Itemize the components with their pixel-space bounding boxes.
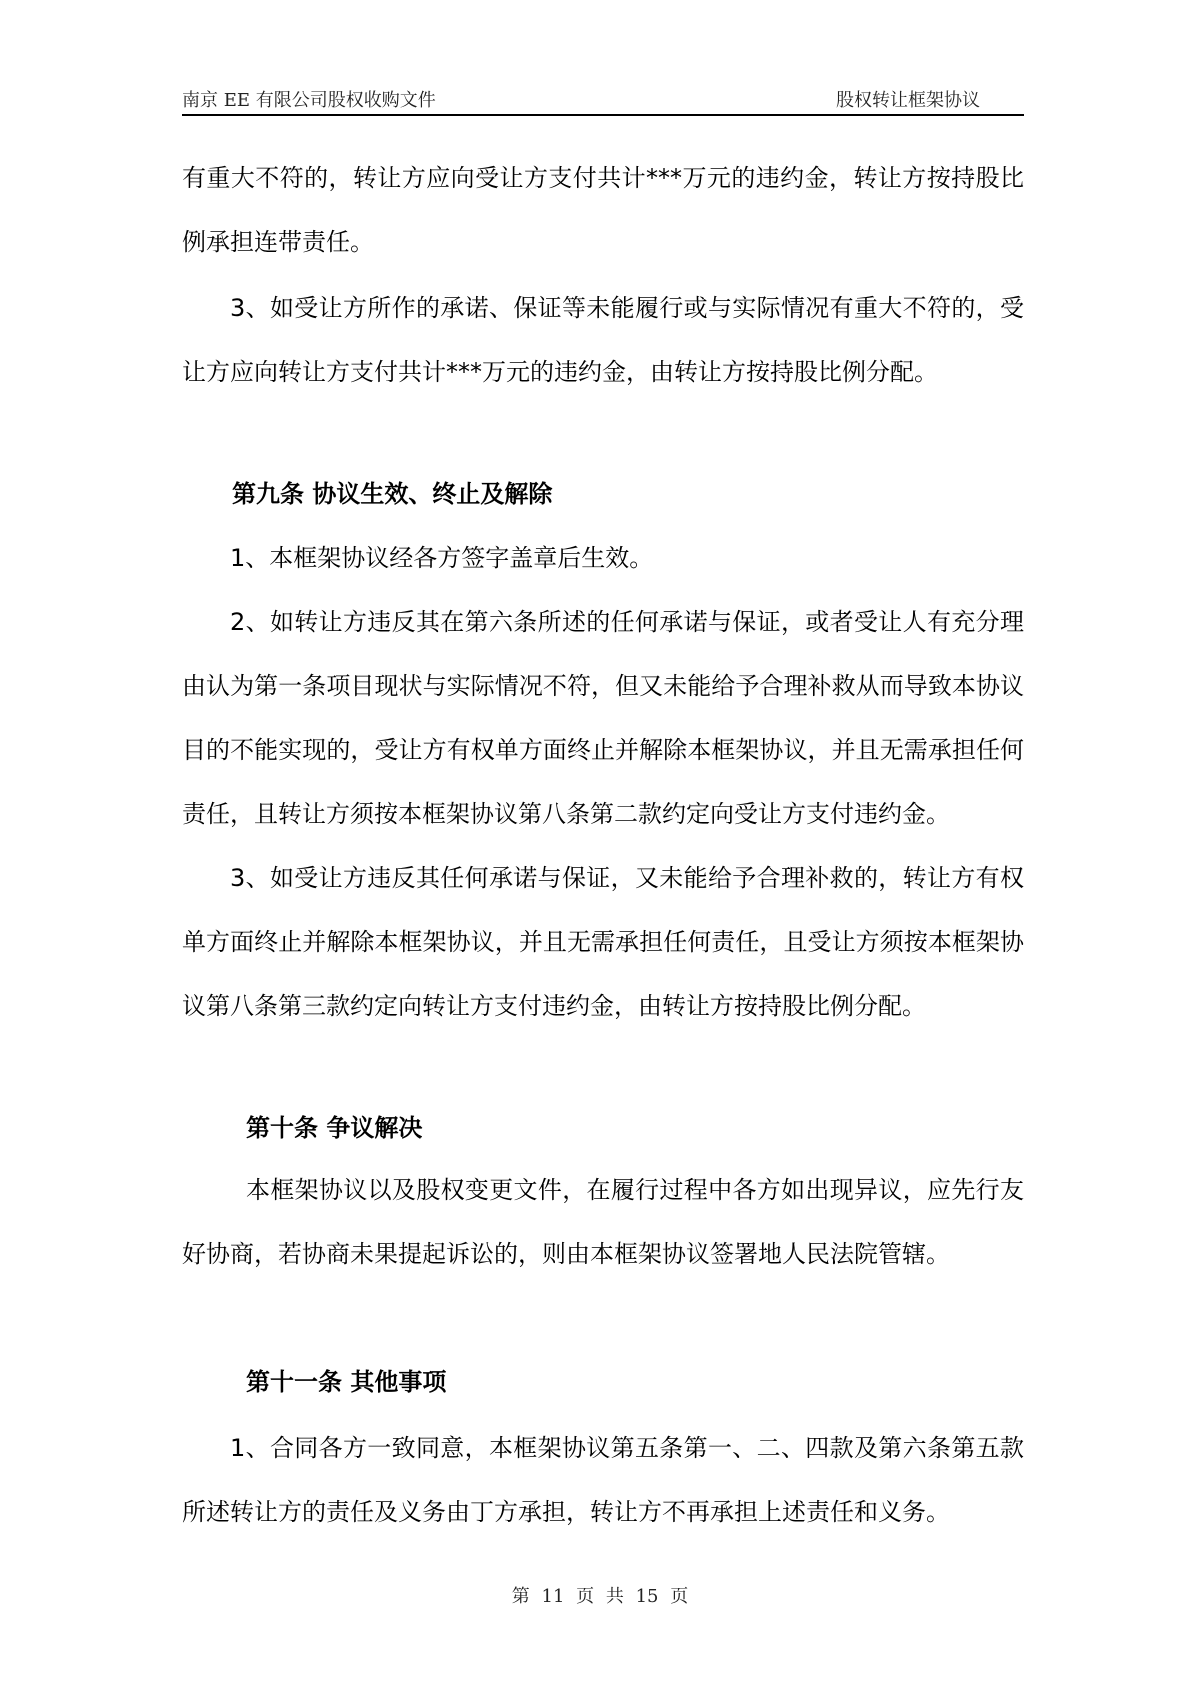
paragraph-breach-item-3: 3、如受让方所作的承诺、保证等未能履行或与实际情况有重大不符的，受让方应向转让方支付共计***万元的违约金，由转让方按持股比例分配。	[182, 294, 1024, 386]
article-9-heading: 第九条 协议生效、终止及解除	[232, 480, 553, 508]
page-header	[182, 86, 1024, 116]
page-number: 第 11 页 共 15 页	[511, 1586, 689, 1607]
header-document-title: 南京 EE 有限公司股权收购文件	[182, 90, 436, 111]
article-11-heading: 第十一条 其他事项	[246, 1368, 447, 1396]
article-9-item-1: 1、本框架协议经各方签字盖章后生效。	[230, 544, 654, 572]
header-agreement-title: 股权转让框架协议	[836, 90, 980, 111]
article-9-item-3: 3、如受让方违反其任何承诺与保证，又未能给予合理补救的，转让方有权单方面终止并解除本框架协议，并且无需承担任何责任，且受让方须按本框架协议第八条第三款约定向转让方支付违约金，由转让方按持股比例分配。	[182, 864, 1024, 1020]
article-11-item-1: 1、合同各方一致同意，本框架协议第五条第一、二、四款及第六条第五款所述转让方的责任及义务由丁方承担，转让方不再承担上述责任和义务。	[182, 1434, 1024, 1526]
article-10-body: 本框架协议以及股权变更文件，在履行过程中各方如出现异议，应先行友好协商，若协商未果提起诉讼的，则由本框架协议签署地人民法院管辖。	[182, 1176, 1024, 1268]
article-10-heading: 第十条 争议解决	[246, 1114, 423, 1142]
paragraph-breach-continued: 有重大不符的，转让方应向受让方支付共计***万元的违约金，转让方按持股比例承担连带责任。	[182, 164, 1024, 256]
article-9-item-2: 2、如转让方违反其在第六条所述的任何承诺与保证，或者受让人有充分理由认为第一条项目现状与实际情况不符，但又未能给予合理补救从而导致本协议目的不能实现的，受让方有权单方面终止并解除本框架协议，并且无需承担任何责任，且转让方须按本框架协议第八条第二款约定向受让方支付违约金。	[182, 608, 1024, 828]
